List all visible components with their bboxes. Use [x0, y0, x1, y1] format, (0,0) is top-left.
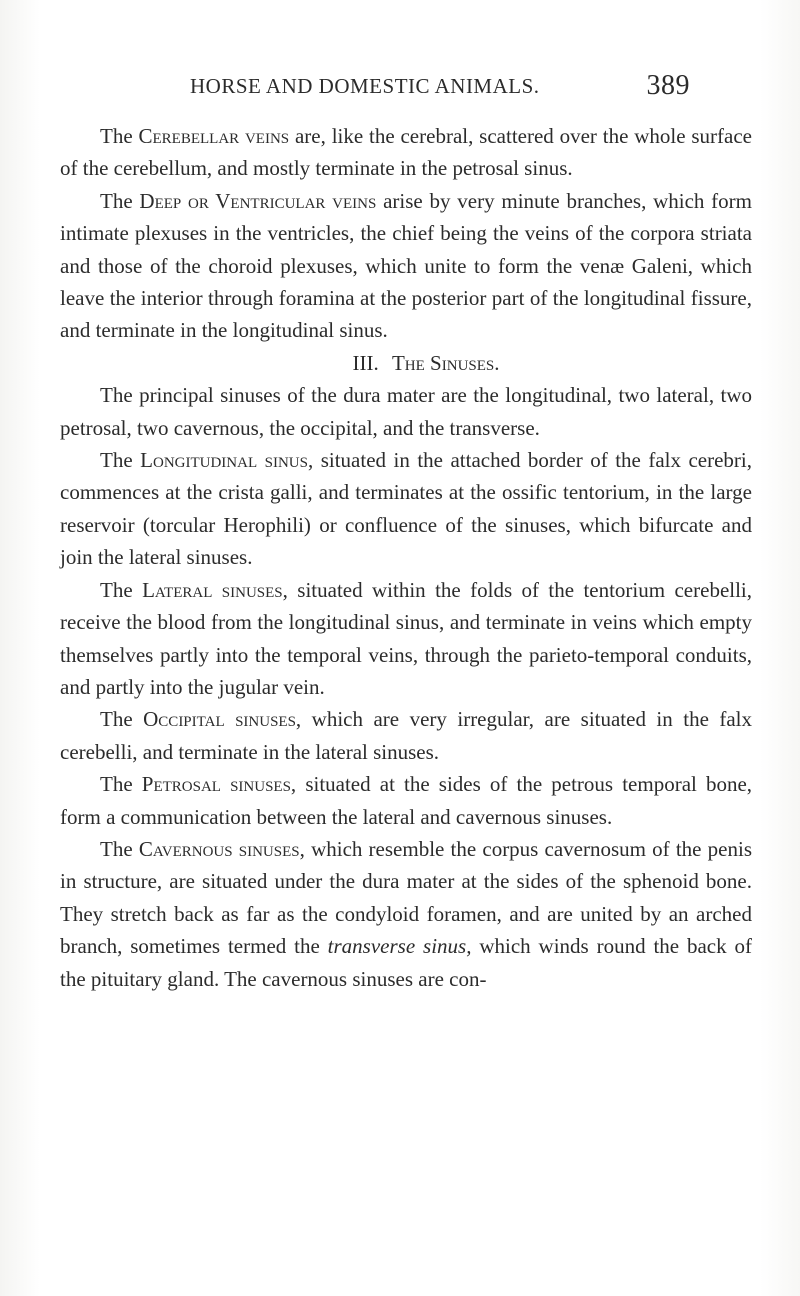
paragraph-body: arise by very minute branches, which form intimate plexuses in the ventricles, the chief being the veins of the corpora striata and those of the choroid plexuses, which unite to form the venæ Galeni, which leave the interior through foramina at the posterior part of the longitudinal fissure, and terminate in the longitudinal sinus.: [60, 188, 752, 343]
italic-transverse-sinus: transverse sinus,: [327, 934, 472, 959]
paragraph-longitudinal-sinus: [60, 444, 752, 574]
running-head: [190, 70, 690, 101]
page-number: 389: [646, 70, 690, 101]
paragraph-lead: The: [100, 448, 133, 473]
paragraph-body: situated within the folds of the tentorium cerebelli, receive the blood from the longitudinal sinus, and terminate in veins which empty themselves partly into the temporal veins, through the parieto-temporal conduits, and partly into the jugular vein.: [60, 577, 753, 699]
paragraph-lead: The: [100, 188, 133, 213]
paragraph-occipital-sinuses: [60, 703, 752, 768]
paragraph-deep-veins: [60, 185, 752, 347]
term-petrosal-sinuses: Petrosal sinuses,: [141, 772, 297, 797]
paragraph-lead: The: [100, 707, 133, 732]
section-number: III.: [352, 350, 379, 375]
paragraph-principal-sinuses: [60, 379, 752, 444]
running-head-title: HORSE AND DOMESTIC ANIMALS.: [190, 74, 540, 98]
paragraph-body: situated in the attached border of the falx cerebri, commences at the crista galli, and terminates at the ossific tentorium, in the large reservoir (torcular Herophili) or confluence of the sinuses, which bifurcate and join the lateral sinuses.: [60, 448, 753, 570]
paragraph-lead: The: [100, 836, 133, 861]
term-deep-ventricular-veins: Deep or Ventricular veins: [139, 188, 377, 213]
paragraph-body: which are very irregular, are situated in the falx cerebelli, and terminate in the lateral sinuses.: [60, 707, 753, 764]
section-title: The Sinuses.: [391, 350, 500, 375]
term-lateral-sinuses: Lateral sinuses,: [142, 577, 288, 602]
section-heading: [60, 347, 752, 379]
term-occipital-sinuses: Occipital sinuses,: [143, 707, 302, 732]
paragraph-petrosal-sinuses: [60, 768, 752, 833]
paragraph-body-continued: which winds round the back of the pituitary gland. The cavernous sinuses are con-: [60, 934, 752, 991]
paragraph-body: situated at the sides of the petrous temporal bone, form a communication between the lateral and cavernous sinuses.: [60, 772, 753, 829]
paragraph-body: The principal sinuses of the dura mater are the longitudinal, two lateral, two petrosal, two cavernous, the occipital, and the transverse.: [60, 383, 752, 440]
term-cerebellar-veins: Cerebellar veins: [138, 124, 290, 148]
paragraph-lateral-sinuses: [60, 574, 752, 704]
body-text: [60, 120, 752, 995]
paragraph-body: are, like the cerebral, scattered over the whole surface of the cerebellum, and mostly terminate in the petrosal sinus.: [60, 124, 752, 181]
paragraph-lead: The: [100, 124, 133, 148]
paragraph-cerebellar-veins: [60, 120, 752, 185]
term-longitudinal-sinus: Longitudinal sinus,: [140, 448, 314, 473]
paragraph-lead: The: [100, 577, 133, 602]
paragraph-cavernous-sinuses: [60, 833, 752, 995]
term-cavernous-sinuses: Cavernous sinuses,: [138, 836, 305, 861]
paragraph-body: which resemble the corpus cavernosum of the penis in structure, are situated under the dura mater at the sides of the sphenoid bone. They stretch back as far as the condyloid foramen, and are united by an arched branch, sometimes termed the: [60, 836, 753, 959]
paragraph-lead: The: [100, 772, 133, 797]
